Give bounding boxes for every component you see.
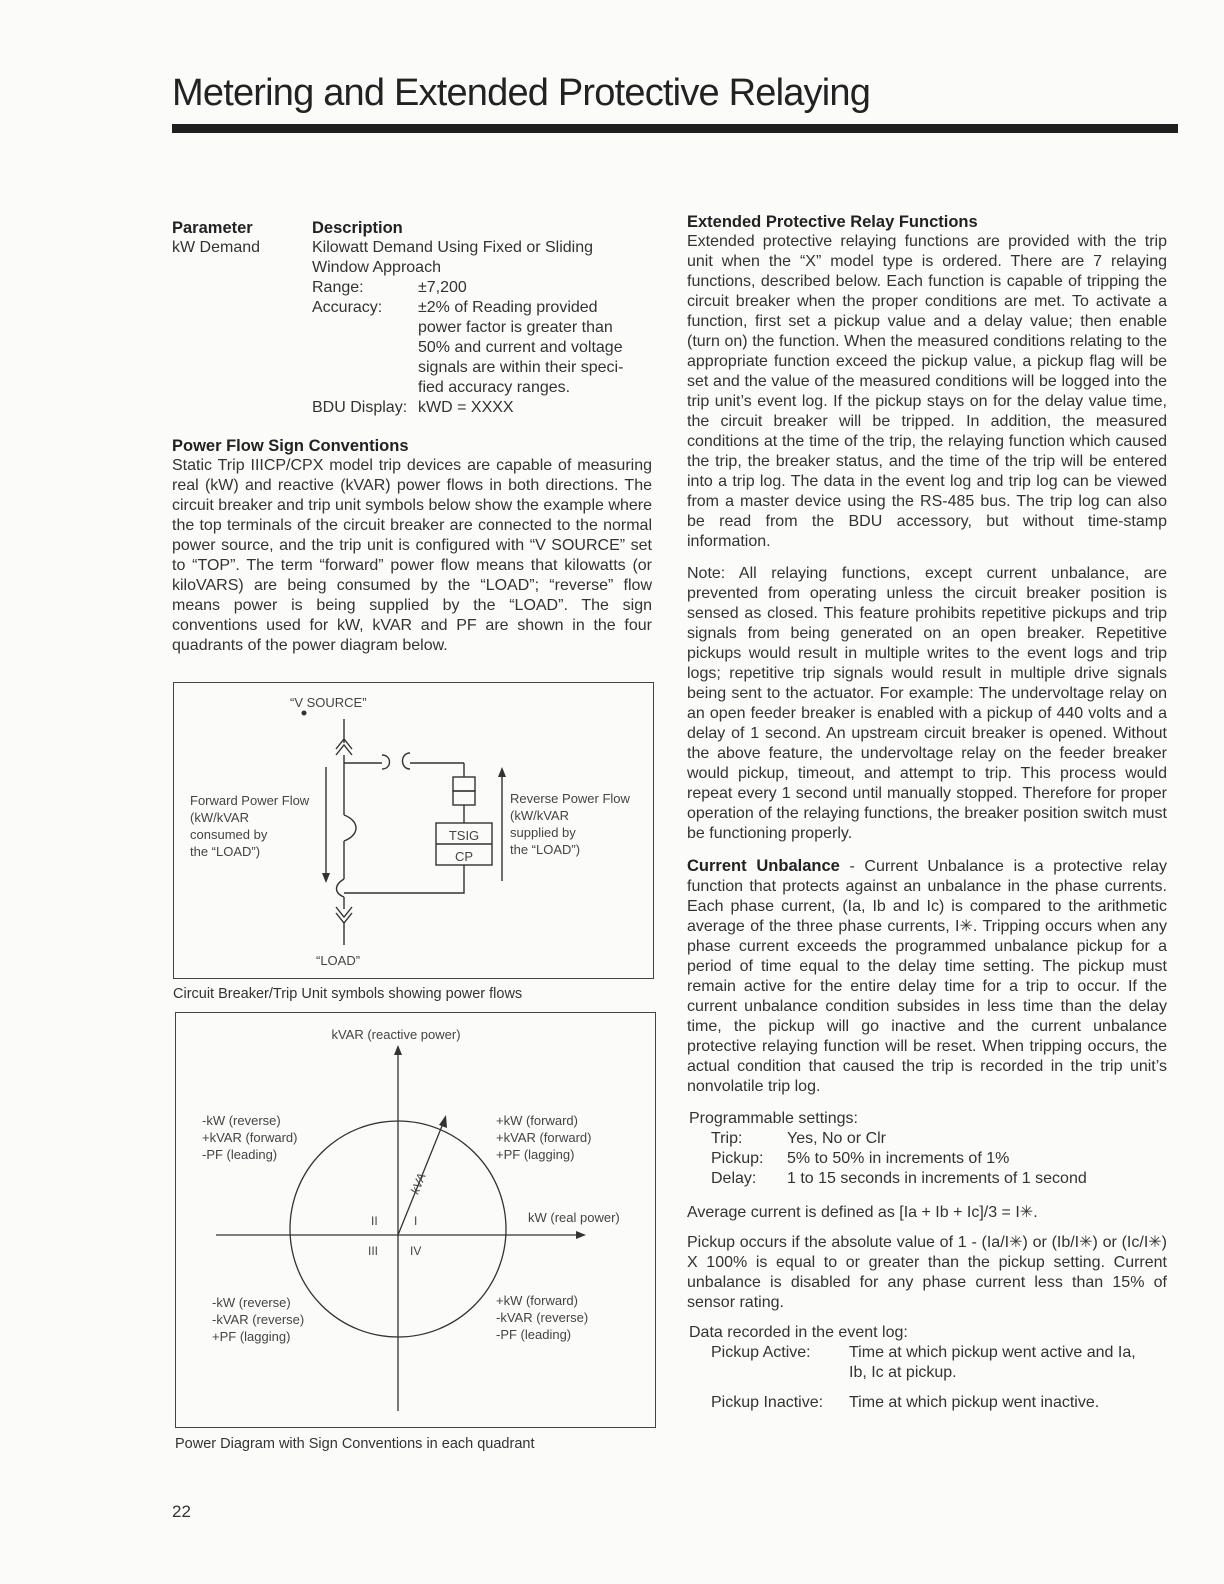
q4-line: +kW (forward): [496, 1293, 578, 1308]
delay-value: 1 to 15 seconds in increments of 1 second: [787, 1170, 1087, 1187]
current-unbalance-heading: Current Unbalance: [687, 857, 840, 875]
average-current-text: Average current is defined as [Ia + Ib + Ic]/3 = I✳.: [687, 1204, 1038, 1221]
bdu-label: BDU Display:: [312, 399, 408, 416]
q4-line: -PF (leading): [496, 1327, 572, 1342]
kva-label: kVA: [407, 1171, 429, 1197]
quadrant-i: I: [414, 1214, 418, 1228]
note-para: Note: All relaying functions, except current unbalance, are prevented from operating unless the circuit breaker position is sensed as closed. This feature prohibits repetitive pickups and trip signals from being generated on an open breaker. Repetitive pickups would result in multiple writes to the event logs and trip logs; repetitive trip signals would result in multiple drive signals being sent to the actuator. For example: The undervoltage relay on an open feeder breaker is enabled with a pickup of 440 volts and a delay of 1 second. An upstream circuit breaker is opened. Without the above feature, the undervoltage relay on the feeder breaker would pickup, timeout, and attempt to trip. This process would repeat every 1 second until manually stopped. Therefore for proper operation of the relaying functions, the breaker position switch must be functioning properly.: [687, 565, 1167, 842]
q3-line: -kVAR (reverse): [212, 1312, 305, 1327]
page-title: Metering and Extended Protective Relaying: [172, 72, 871, 114]
pickup-value: 5% to 50% in increments of 1%: [787, 1150, 1010, 1167]
reverse-line: Reverse Power Flow: [510, 791, 630, 806]
breaker-diagram-svg: [174, 683, 652, 977]
reverse-line: supplied by: [510, 825, 576, 840]
forward-line: the “LOAD”): [190, 844, 261, 859]
trip-value: Yes, No or Clr: [787, 1130, 886, 1147]
current-unbalance-body: - Current Unbalance is a protective relay function that protects against an unbalance in the phase currents. Each phase current, (Ia, Ib and Ic) is compared to the arithmetic average of the three phase currents, I✳. Tripping occurs when any phase current exceeds the programmed unbalance pickup for a period of time equal to the delay time setting. The pickup must remain active for the entire delay time for a trip to occur. If the current unbalance condition subsides in less time than the delay time, the pickup will go inactive and the current unbalance protective relaying function will be reset. When tripping occurs, the actual condition that caused the trip is recorded in the trip unit’s nonvolatile trip log.: [687, 858, 1167, 1095]
q3-line: -kW (reverse): [212, 1295, 291, 1310]
relay-functions-heading: Extended Protective Relay Functions: [687, 213, 978, 231]
q3-line: +PF (lagging): [212, 1329, 291, 1344]
source-label: “V SOURCE”: [290, 695, 367, 710]
pickup-para: Pickup occurs if the absolute value of 1 - (Ia/I✳) or (Ib/I✳) or (Ic/I✳) X 100% is equal to or greater than the pickup setting. Current unbalance is disabled for any phase current less than 15% of sensor rating.: [687, 1234, 1167, 1311]
reverse-line: (kW/kVAR: [510, 808, 569, 823]
pickup-active-label: Pickup Active:: [711, 1344, 811, 1361]
q2-line: +kVAR (forward): [202, 1130, 298, 1145]
event-log-data: [687, 1323, 1167, 1413]
tsig-label: TSIG: [448, 828, 480, 843]
breaker-contact: [344, 815, 356, 841]
power-diagram-svg: [176, 1013, 654, 1426]
desc-line: Window Approach: [312, 259, 441, 276]
q1-line: +kW (forward): [496, 1113, 578, 1128]
ct-box: [453, 791, 475, 805]
source-dot: [302, 711, 306, 715]
forward-line: consumed by: [190, 827, 268, 842]
ct-coil: [382, 755, 390, 769]
bdu-value: kWD = XXXX: [418, 399, 514, 416]
breaker-contact: [337, 879, 345, 897]
desc-header: Description: [312, 219, 403, 237]
pickup-inactive-label: Pickup Inactive:: [711, 1394, 824, 1411]
delay-label: Delay:: [711, 1170, 757, 1187]
reverse-line: the “LOAD”): [510, 842, 581, 857]
pickup-active-line: Time at which pickup went active and Ia,: [849, 1344, 1136, 1361]
quadrant-iv: IV: [410, 1244, 422, 1258]
q2-line: -kW (reverse): [202, 1113, 281, 1128]
power-flow-heading: Power Flow Sign Conventions: [172, 437, 409, 455]
kw-axis-label: kW (real power): [528, 1210, 620, 1225]
desc-line: Kilowatt Demand Using Fixed or Sliding: [312, 239, 594, 256]
range-value: ±7,200: [418, 279, 467, 296]
pickup-active-line: Ib, Ic at pickup.: [849, 1364, 957, 1381]
accuracy-label: Accuracy:: [312, 299, 383, 316]
power-flow-section: [172, 436, 652, 656]
accuracy-line: fied accuracy ranges.: [418, 379, 571, 396]
programmable-settings: [687, 1109, 1167, 1195]
ct-coil: [403, 753, 411, 769]
breaker-diagram: [173, 682, 654, 979]
kva-arrowhead: [439, 1115, 447, 1128]
right-column: [687, 212, 1167, 1413]
power-diagram: [175, 1012, 656, 1428]
q1-line: +PF (lagging): [496, 1147, 575, 1162]
pickup-inactive-value: Time at which pickup went inactive.: [849, 1394, 1100, 1411]
param-kw-demand: kW Demand: [172, 239, 261, 256]
accuracy-line: power factor is greater than: [418, 319, 613, 336]
event-log-heading: Data recorded in the event log:: [689, 1324, 908, 1341]
ct-box: [453, 777, 475, 791]
kvar-axis-label: kVAR (reactive power): [331, 1027, 461, 1042]
breaker-diagram-caption: Circuit Breaker/Trip Unit symbols showing power flows: [173, 986, 523, 1002]
power-diagram-caption: Power Diagram with Sign Conventions in each quadrant: [175, 1436, 535, 1452]
cp-label: CP: [454, 849, 474, 864]
forward-line: (kW/kVAR: [190, 810, 249, 825]
prog-heading: Programmable settings:: [689, 1110, 858, 1127]
q1-line: +kVAR (forward): [496, 1130, 592, 1145]
load-label: “LOAD”: [316, 953, 361, 968]
power-flow-body: Static Trip IIICP/CPX model trip devices are capable of measuring real (kW) and reactive (kVAR) power flows in both directions. The circuit breaker and trip unit symbols below show the example where the top terminals of the circuit breaker are connected to the normal power source, and the trip unit is configured with “V SOURCE” set to “TOP”. The term “forward” power flow means that kilowatts (or kiloVARS) are being consumed by the “LOAD”; “reverse” flow means power is being supplied by the “LOAD”. The sign conventions used for kW, kVAR and PF are shown in the four quadrants of the power diagram below.: [172, 457, 652, 654]
quadrant-ii: II: [371, 1214, 378, 1228]
relay-functions-para: Extended protective relaying functions are provided with the trip unit when the “X” model type is ordered. There are 7 relaying functions, described below. Each function is capable of tripping the circuit breaker when the proper conditions are met. To activate a function, first set a pickup value and a delay value; then enable (turn on) the function. When the measured conditions relating to the appropriate function exceed the pickup value, a pickup flag will be set and the value of the measured conditions will be logged into the trip unit’s event log. If the pickup stays on for the delay value time, the circuit breaker will be tripped. In addition, the measured conditions at the time of the trip, the relaying function which caused the trip, the breaker status, and the time of the trip will be entered into a trip log. The data in the event log and trip log can be viewed from a master device using the RS-485 bus. The trip log can also be read from the BDU accessory, but without time-stamp information.: [687, 233, 1167, 550]
q4-line: -kVAR (reverse): [496, 1310, 589, 1325]
trip-label: Trip:: [711, 1130, 743, 1147]
accuracy-line: signals are within their speci-: [418, 359, 624, 376]
forward-arrowhead: [322, 873, 330, 883]
q2-line: -PF (leading): [202, 1147, 278, 1162]
kw-arrowhead: [576, 1231, 586, 1239]
forward-line: Forward Power Flow: [190, 793, 310, 808]
page-number: 22: [172, 1502, 191, 1521]
kvar-arrowhead: [394, 1045, 402, 1055]
accuracy-line: 50% and current and voltage: [418, 339, 623, 356]
current-unbalance-para: [687, 856, 1167, 1097]
pickup-label: Pickup:: [711, 1150, 764, 1167]
param-header: Parameter: [172, 219, 253, 237]
range-label: Range:: [312, 279, 364, 296]
accuracy-line: ±2% of Reading provided: [418, 299, 598, 316]
title-rule: [172, 124, 1178, 133]
quadrant-iii: III: [368, 1244, 379, 1258]
trip-unit-lead: [344, 865, 464, 893]
reverse-arrowhead: [498, 767, 506, 777]
